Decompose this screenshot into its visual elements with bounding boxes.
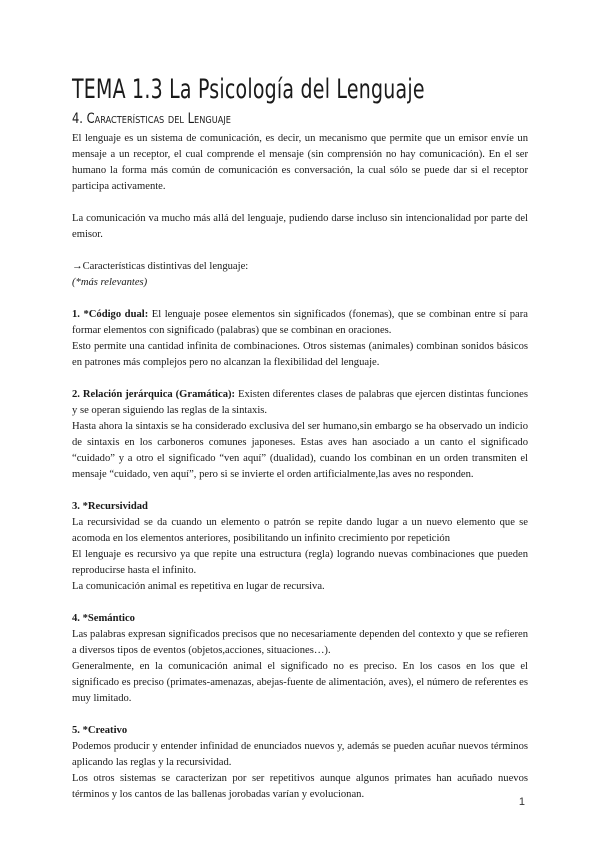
list-note: (*más relevantes) bbox=[72, 277, 148, 288]
section-2-line-1 bbox=[72, 387, 528, 419]
intro-paragraph: El lenguaje es un sistema de comunicación, es decir, un mecanismo que permite que un emisor envíe un mensaje a un receptor, el cual comprende el mensaje (sin comprensión no hay comunicación). En el ser humano la forma más común de comunicación es conversación, la cual sólo se puede dar si el receptor participa activamente. bbox=[72, 133, 528, 192]
section-4-text-2: Generalmente, en la comunicación animal el significado no es preciso. En los casos en los que el significado es preciso (primates-amenazas, abejas-fuente de alimentación, aves), el número de referentes es muy limitado. bbox=[72, 661, 528, 704]
section-4-heading: 4. *Semántico bbox=[72, 613, 135, 624]
section-2-heading: 2. Relación jerárquica (Gramática): bbox=[72, 389, 236, 400]
page-number: 1 bbox=[518, 796, 525, 808]
section-3-text-3: La comunicación animal es repetitiva en lugar de recursiva. bbox=[72, 581, 325, 592]
section-4-text-1: Las palabras expresan significados precisos que no necesariamente dependen del contexto y que se refieren a diversos tipos de eventos (objetos,acciones, situaciones…). bbox=[72, 629, 528, 656]
section-2-text-1: Existen diferentes clases de palabras que ejercen distintas funciones y se operan siguiendo las reglas de la sintaxis. bbox=[72, 389, 528, 416]
section-5-heading: 5. *Creativo bbox=[72, 725, 128, 736]
section-5-heading-line bbox=[72, 723, 528, 739]
section-1-text-2: Esto permite una cantidad infinita de combinaciones. Otros sistemas (animales) combinan sonidos básicos en patrones más complejos pero no alcanzan la flexibilidad del lenguaje. bbox=[72, 341, 528, 368]
section-1-heading: 1. *Código dual: bbox=[72, 309, 149, 320]
section-5-text-1: Podemos producir y entender infinidad de enunciados nuevos y, además se pueden acuñar nuevos términos aplicando las reglas y la recursividad. bbox=[72, 741, 528, 768]
section-3-text-1: La recursividad se da cuando un elemento o patrón se repite dando lugar a un nuevo elemento que se acomoda en los elementos anteriores, posibilitando un infinito crecimiento por repetición bbox=[72, 517, 528, 544]
section-3-text-2: El lenguaje es recursivo ya que repite una estructura (regla) logrando nuevas combinaciones que pueden reproducirse hasta el infinito. bbox=[72, 549, 528, 576]
section-1-line-1 bbox=[72, 307, 528, 339]
section-1-text-1: El lenguaje posee elementos sin significados (fonemas), que se combinan entre sí para formar elementos con significado (palabras) que se combinan en oraciones. bbox=[72, 309, 528, 336]
section-subtitle: 4. Características del Lenguaje bbox=[72, 111, 231, 127]
list-intro: →Características distintivas del lenguaje: bbox=[72, 261, 249, 272]
page-title: TEMA 1.3 La Psicología del Lenguaje bbox=[72, 74, 425, 105]
section-4-heading-line bbox=[72, 611, 528, 627]
document-page bbox=[72, 74, 528, 803]
section-5-text-2: Los otros sistemas se caracterizan por ser repetitivos aunque algunos primates han acuñado nuevos términos y los cantos de las ballenas jorobadas varían y evolucionan. bbox=[72, 773, 528, 800]
section-2-text-2: Hasta ahora la sintaxis se ha considerado exclusiva del ser humano,sin embargo se ha observado un indicio de sintaxis en los carboneros comunes japoneses. Estas aves han asociado a un canto el significado “cuidado” y a otro el significado “ven aquí” (dualidad), cuando los combinan en un orden transmiten el mensaje “cuidado, ven aquí”, pero si se invierte el orden artificialmente,las aves no responden. bbox=[72, 421, 528, 480]
section-3-heading: 3. *Recursividad bbox=[72, 501, 148, 512]
communication-paragraph: La comunicación va mucho más allá del lenguaje, pudiendo darse incluso sin intencionalidad por parte del emisor. bbox=[72, 213, 528, 240]
section-3-heading-line bbox=[72, 499, 528, 515]
